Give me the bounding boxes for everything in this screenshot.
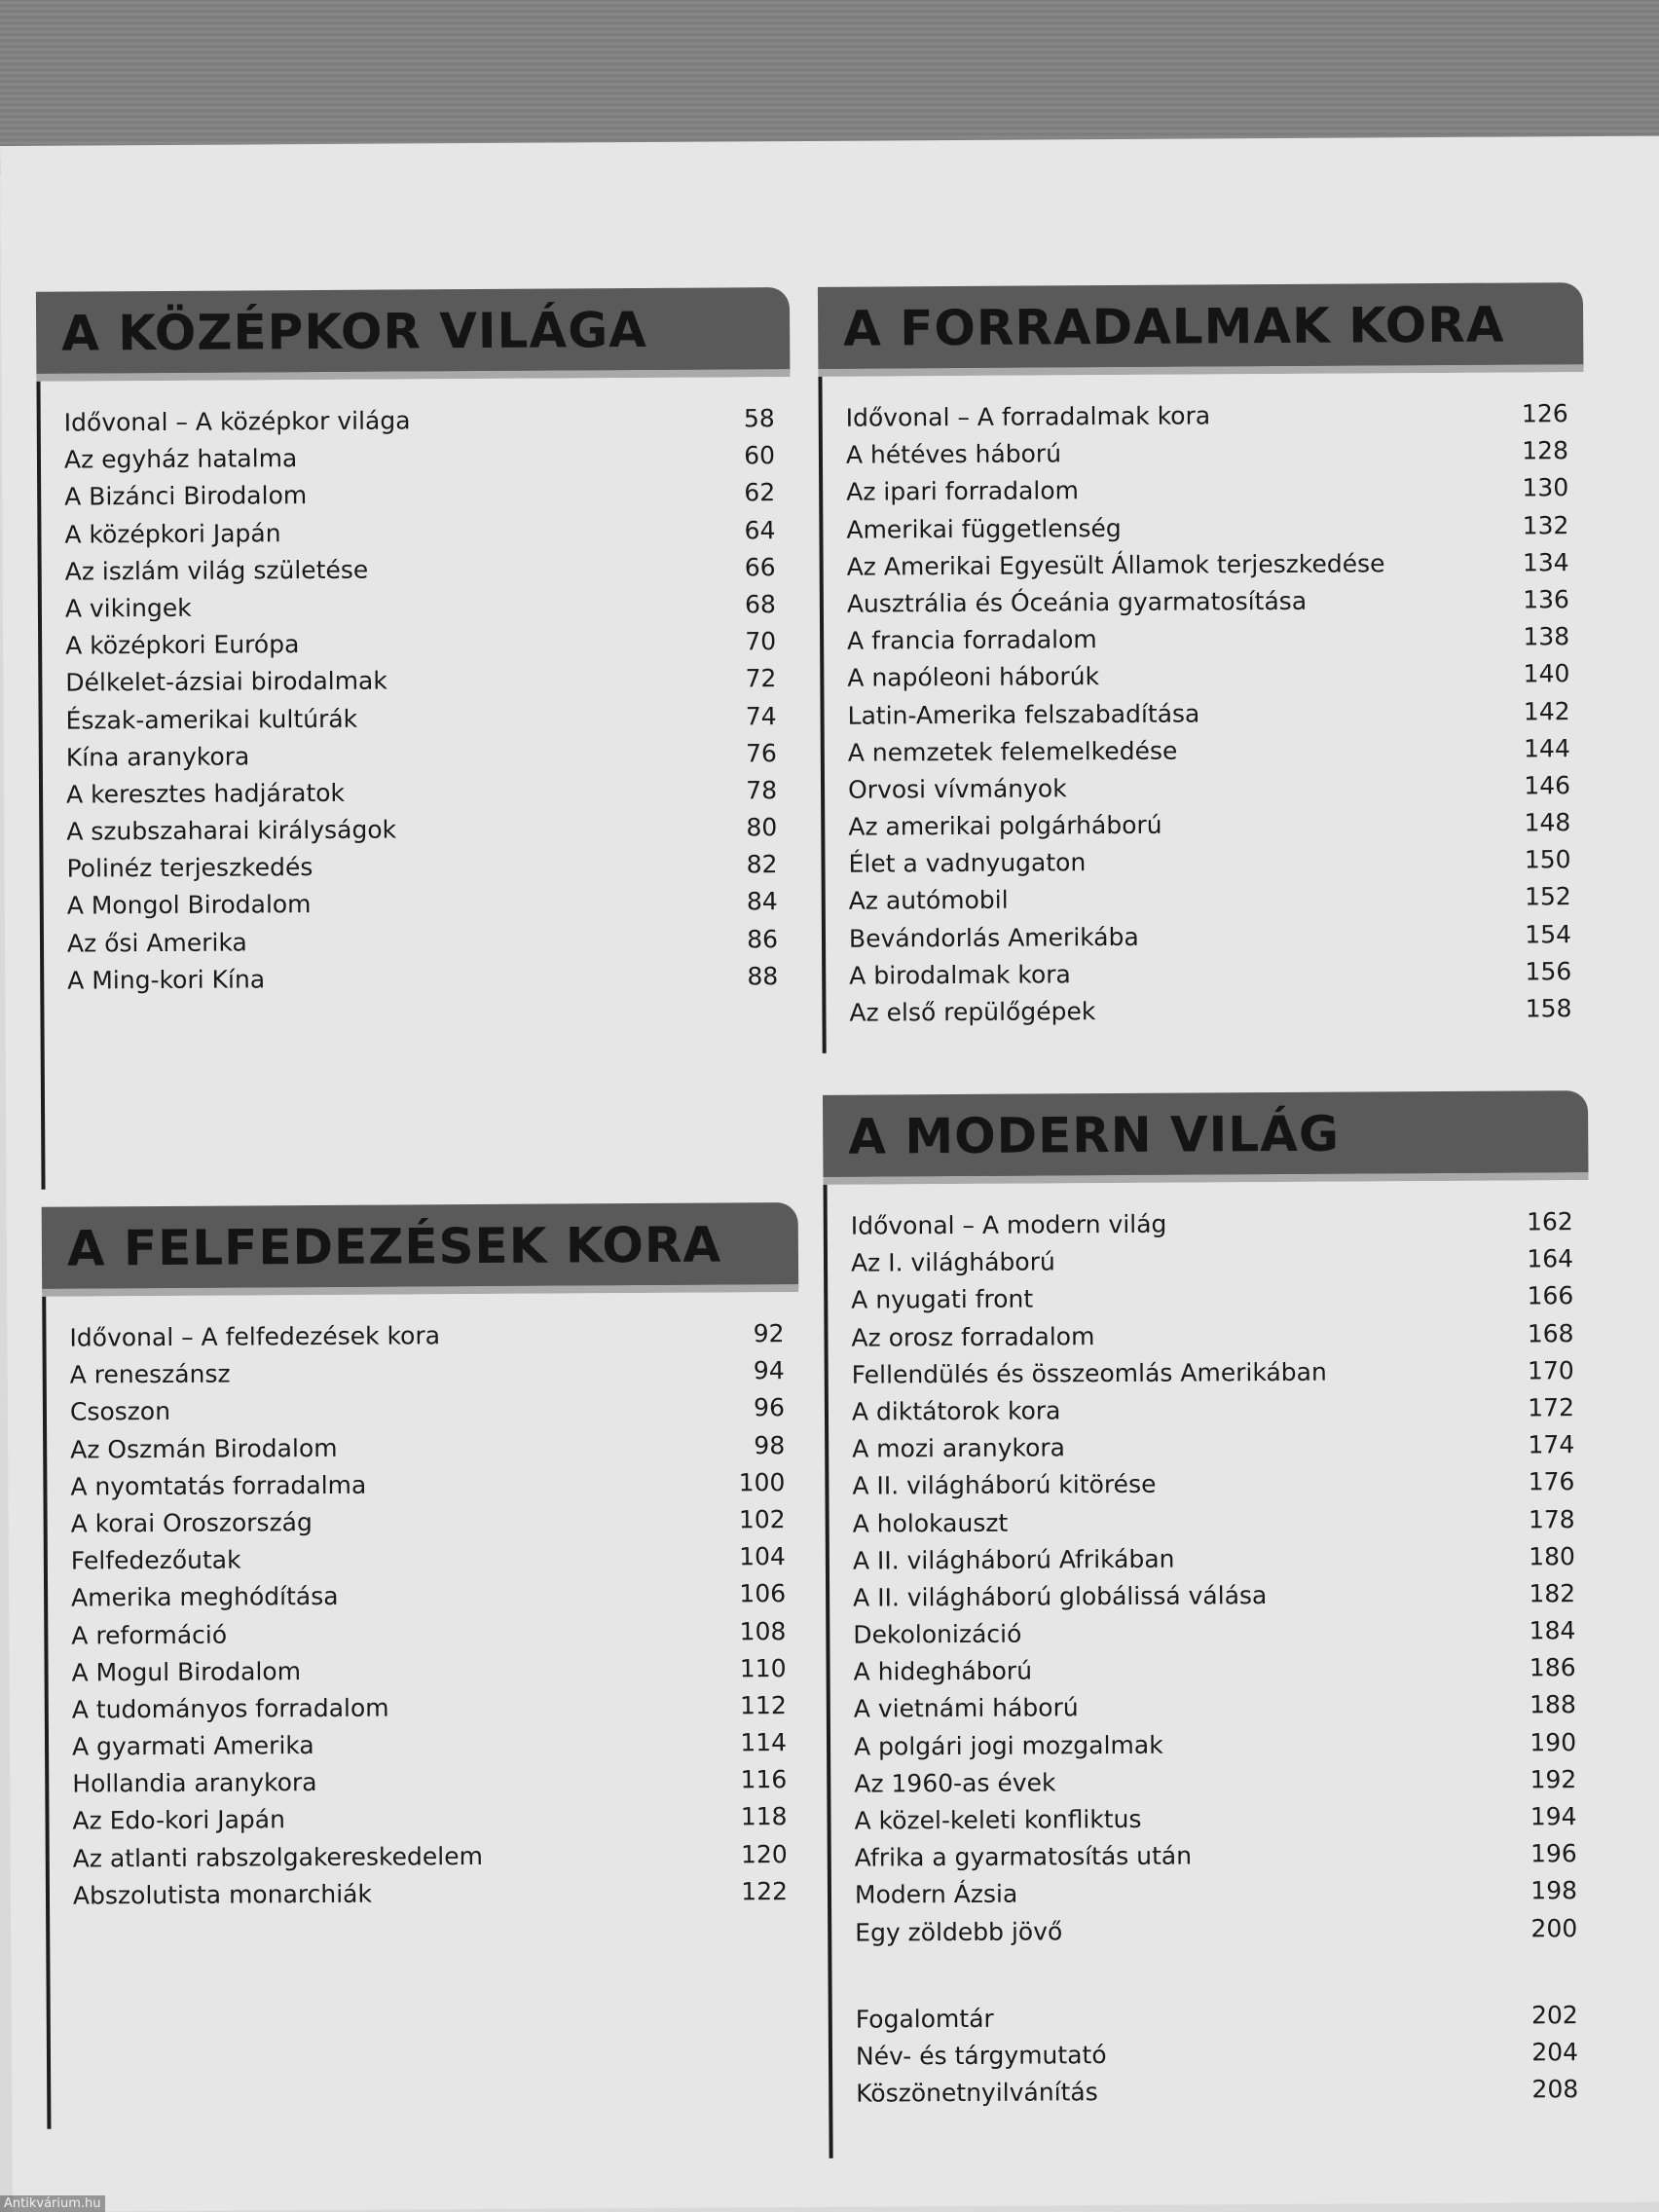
toc-entry bbox=[67, 925, 778, 967]
toc-entry bbox=[65, 590, 776, 632]
section-modern bbox=[823, 1090, 1588, 2109]
toc-entry bbox=[67, 962, 778, 1004]
toc-entry-title: Afrika a gyarmatosítás után bbox=[854, 1841, 1193, 1872]
toc-entry bbox=[852, 1356, 1574, 1398]
toc-entry-page: 92 bbox=[753, 1319, 785, 1348]
toc-entry bbox=[846, 399, 1568, 441]
toc-entry bbox=[849, 920, 1571, 962]
toc-entry bbox=[66, 739, 777, 781]
toc-entry-title: Az amerikai polgárháború bbox=[848, 810, 1162, 841]
toc-entry-page: 106 bbox=[739, 1579, 787, 1608]
toc-entry-title: Idővonal – A forradalmak kora bbox=[845, 401, 1211, 432]
toc-entry bbox=[67, 888, 778, 930]
toc-entry-page: 78 bbox=[746, 776, 778, 805]
toc-entry bbox=[70, 1431, 785, 1473]
toc-entry-title: A szubszaharai királyságok bbox=[66, 815, 397, 846]
toc-entry bbox=[66, 813, 777, 855]
toc-entry-title: Abszolutista monarchiák bbox=[72, 1879, 372, 1910]
toc-entry-title: Az ősi Amerika bbox=[66, 928, 247, 958]
toc-entry-page: 158 bbox=[1525, 994, 1572, 1023]
toc-entry bbox=[66, 850, 777, 892]
section-rule bbox=[42, 1297, 51, 2129]
toc-entry bbox=[65, 664, 776, 706]
toc-entry bbox=[854, 1765, 1576, 1807]
section-rule bbox=[36, 382, 45, 1190]
toc-entry-title: Idővonal – A középkor világa bbox=[63, 406, 411, 437]
toc-entry-title: Hollandia aranykora bbox=[72, 1768, 317, 1798]
section-title: A MODERN VILÁG bbox=[848, 1105, 1341, 1165]
toc-entry bbox=[855, 1839, 1577, 1881]
toc-entry-title: Idővonal – A modern világ bbox=[850, 1209, 1167, 1240]
toc-entry-page: 72 bbox=[745, 664, 777, 693]
section-title: A FELFEDEZÉSEK KORA bbox=[66, 1216, 722, 1277]
toc-entry-title: Az atlanti rabszolgakereskedelem bbox=[72, 1841, 483, 1873]
toc-entry bbox=[848, 845, 1570, 887]
toc-entry-title: Az orosz forradalom bbox=[851, 1321, 1095, 1352]
section-kozepkor bbox=[36, 287, 790, 995]
section-header bbox=[36, 287, 791, 382]
toc-entry-page: 86 bbox=[747, 924, 779, 953]
toc-entry bbox=[852, 1393, 1574, 1435]
toc-entry-page: 110 bbox=[739, 1653, 787, 1683]
toc-entry-page: 114 bbox=[740, 1728, 788, 1757]
toc-entry bbox=[72, 1691, 787, 1733]
toc-entry-page: 168 bbox=[1527, 1318, 1574, 1348]
toc-entry-title: Az 1960-as évek bbox=[854, 1768, 1056, 1798]
toc-entry-title: A II. világháború Afrikában bbox=[852, 1544, 1175, 1575]
section-title: A KÖZÉPKOR VILÁGA bbox=[61, 301, 648, 362]
toc-entry bbox=[856, 2038, 1578, 2080]
toc-entry-page: 204 bbox=[1531, 2038, 1579, 2067]
toc-entry-title: Ausztrália és Óceánia gyarmatosítása bbox=[846, 586, 1308, 618]
toc-entry bbox=[854, 1653, 1576, 1695]
toc-entry-page: 128 bbox=[1522, 436, 1569, 465]
toc-entry-page: 182 bbox=[1529, 1579, 1576, 1608]
toc-entry-title: A mozi aranykora bbox=[852, 1433, 1066, 1463]
toc-entry bbox=[853, 1542, 1575, 1584]
toc-entry-title: Az ipari forradalom bbox=[846, 476, 1080, 507]
toc-entry-page: 144 bbox=[1524, 733, 1570, 763]
toc-entry bbox=[66, 776, 777, 818]
toc-entry-title: A közel-keleti konfliktus bbox=[854, 1804, 1142, 1835]
toc-entry-title: Egy zöldebb jövő bbox=[855, 1916, 1063, 1947]
toc-entry-page: 126 bbox=[1521, 399, 1568, 428]
section-rule bbox=[824, 1185, 833, 2158]
toc-entry-page: 194 bbox=[1530, 1802, 1577, 1831]
toc-entry-page: 82 bbox=[746, 850, 778, 879]
toc-entry-page: 70 bbox=[745, 627, 777, 656]
toc-entry-page: 192 bbox=[1530, 1764, 1577, 1794]
toc-entry-title: Kína aranykora bbox=[65, 742, 250, 772]
toc-entry-title: A hétéves háború bbox=[845, 439, 1062, 469]
toc-entry bbox=[852, 1430, 1574, 1472]
toc-entry-title: A korai Oroszország bbox=[70, 1508, 313, 1538]
toc-entry-title: Dekolonizáció bbox=[853, 1619, 1022, 1649]
toc-entry-page: 84 bbox=[746, 887, 778, 916]
toc-entry-title: Az első repülőgépek bbox=[849, 997, 1096, 1027]
toc-entry bbox=[853, 1579, 1575, 1621]
toc-entry-page: 188 bbox=[1530, 1690, 1576, 1719]
toc-entry-page: 208 bbox=[1531, 2075, 1579, 2104]
section-rule bbox=[818, 377, 826, 1053]
toc-entry bbox=[847, 585, 1569, 627]
toc-entry-title: Élet a vadnyugaton bbox=[848, 848, 1087, 878]
toc-entry-title: A diktátorok kora bbox=[851, 1396, 1061, 1426]
toc-entry-title: A tudományos forradalom bbox=[71, 1693, 389, 1724]
toc-entry-title: Amerika meghódítása bbox=[71, 1582, 339, 1612]
toc-entry-title: A II. világháború globálissá válása bbox=[853, 1580, 1268, 1612]
toc-entry-page: 102 bbox=[738, 1505, 786, 1534]
toc-entry-page: 150 bbox=[1524, 845, 1571, 874]
toc-entry-page: 146 bbox=[1524, 771, 1571, 800]
toc-entry bbox=[848, 771, 1570, 813]
toc-entry-page: 136 bbox=[1523, 585, 1569, 614]
toc-entry-page: 96 bbox=[754, 1393, 786, 1422]
toc-entry-page: 176 bbox=[1528, 1467, 1575, 1496]
toc-entry-page: 134 bbox=[1522, 547, 1569, 577]
toc-entry-title: Az Amerikai Egyesült Államok terjeszkedése bbox=[846, 549, 1385, 581]
toc-entry bbox=[854, 1691, 1576, 1733]
toc-entry-title: A hidegháború bbox=[853, 1656, 1033, 1686]
section-forradalmak bbox=[818, 282, 1583, 1027]
toc-entry-page: 94 bbox=[753, 1356, 785, 1385]
toc-entry-title: A középkori Japán bbox=[64, 518, 281, 549]
toc-entry-title: Orvosi vívmányok bbox=[847, 774, 1067, 804]
toc-entry-page: 132 bbox=[1522, 510, 1569, 540]
toc-entry-page: 118 bbox=[740, 1802, 788, 1831]
toc-entry bbox=[851, 1244, 1573, 1286]
toc-entry bbox=[71, 1654, 786, 1696]
toc-entry bbox=[70, 1393, 785, 1435]
toc-entry bbox=[72, 1765, 787, 1807]
toc-entry bbox=[64, 404, 775, 446]
toc-entry bbox=[71, 1579, 786, 1621]
toc-entry-title: A Mogul Birodalom bbox=[71, 1656, 302, 1687]
toc-entry-page: 174 bbox=[1528, 1430, 1575, 1459]
toc-entry-title: A Bizánci Birodalom bbox=[64, 481, 308, 511]
toc-entry bbox=[852, 1467, 1574, 1509]
toc-entry bbox=[846, 474, 1568, 516]
toc-entry-title: A polgári jogi mozgalmak bbox=[853, 1730, 1163, 1761]
toc-entry bbox=[849, 883, 1571, 925]
toc-entry-page: 80 bbox=[746, 813, 778, 842]
toc-list bbox=[69, 1319, 788, 1918]
toc-entry-title: A keresztes hadjáratok bbox=[65, 778, 346, 809]
toc-entry bbox=[847, 697, 1569, 739]
toc-entry bbox=[64, 441, 775, 483]
toc-entry bbox=[65, 553, 776, 595]
toc-entry bbox=[70, 1468, 785, 1510]
toc-entry-title: Bevándorlás Amerikába bbox=[848, 922, 1139, 953]
toc-entry-page: 62 bbox=[744, 478, 776, 507]
toc-entry-page: 200 bbox=[1530, 1913, 1578, 1942]
toc-entry-page: 178 bbox=[1528, 1504, 1575, 1533]
toc-entry-title: Latin-Amerika felszabadítása bbox=[847, 698, 1200, 730]
toc-entry-title: A II. világháború kitörése bbox=[852, 1470, 1157, 1500]
toc-entry-title: Amerikai függetlenség bbox=[846, 513, 1122, 544]
toc-entry bbox=[856, 2001, 1578, 2043]
toc-entry bbox=[856, 2076, 1578, 2118]
toc-entry-page: 172 bbox=[1528, 1393, 1575, 1422]
toc-entry bbox=[849, 994, 1571, 1036]
toc-entry bbox=[853, 1505, 1575, 1547]
toc-entry-page: 120 bbox=[740, 1839, 788, 1869]
section-header bbox=[818, 282, 1584, 377]
toc-entry-page: 186 bbox=[1529, 1653, 1576, 1682]
toc-entry-page: 138 bbox=[1523, 622, 1570, 651]
toc-entry bbox=[849, 957, 1571, 999]
toc-entry-page: 202 bbox=[1530, 2001, 1578, 2030]
toc-entry-page: 112 bbox=[739, 1690, 787, 1720]
toc-entry bbox=[853, 1616, 1575, 1658]
toc-entry-title: Fogalomtár bbox=[855, 2004, 994, 2034]
toc-entry-title: A Ming-kori Kína bbox=[67, 965, 266, 995]
section-title: A FORRADALMAK KORA bbox=[842, 296, 1505, 357]
toc-entry-page: 184 bbox=[1529, 1616, 1576, 1645]
toc-entry bbox=[846, 511, 1568, 553]
toc-list bbox=[851, 1207, 1578, 1955]
toc-entry-title: Név- és tárgymutató bbox=[855, 2041, 1107, 2071]
toc-entry bbox=[71, 1542, 786, 1584]
back-matter-list bbox=[856, 2001, 1579, 2117]
toc-entry-page: 58 bbox=[743, 404, 775, 433]
toc-entry bbox=[64, 516, 775, 558]
toc-entry-page: 66 bbox=[744, 552, 776, 582]
toc-entry-page: 116 bbox=[740, 1765, 788, 1794]
toc-entry bbox=[70, 1356, 785, 1398]
toc-entry-title: A holokauszt bbox=[852, 1508, 1009, 1538]
toc-entry bbox=[846, 436, 1568, 478]
toc-entry-title: Az Oszmán Birodalom bbox=[70, 1433, 338, 1464]
toc-entry bbox=[71, 1505, 786, 1547]
toc-entry bbox=[847, 659, 1569, 701]
toc-entry-title: A reformáció bbox=[71, 1620, 228, 1650]
toc-entry-title: A nemzetek felemelkedése bbox=[847, 736, 1178, 767]
toc-entry-title: Polinéz terjeszkedés bbox=[66, 853, 313, 883]
toc-entry-page: 60 bbox=[744, 441, 776, 470]
toc-entry-title: Az iszlám világ születése bbox=[64, 555, 369, 586]
toc-entry bbox=[71, 1617, 786, 1659]
toc-entry-title: Köszönetnyilvánítás bbox=[856, 2078, 1098, 2109]
toc-entry-title: A vikingek bbox=[64, 593, 192, 623]
toc-list bbox=[846, 399, 1572, 1036]
toc-entry bbox=[73, 1840, 788, 1882]
toc-entry-page: 164 bbox=[1527, 1244, 1574, 1273]
toc-entry-page: 76 bbox=[745, 738, 777, 768]
toc-entry bbox=[69, 1319, 784, 1361]
toc-entry-page: 196 bbox=[1530, 1839, 1577, 1868]
toc-entry-page: 74 bbox=[745, 701, 777, 730]
toc-entry-title: Az I. világháború bbox=[850, 1247, 1055, 1277]
toc-entry bbox=[66, 702, 777, 744]
toc-entry-title: Csoszon bbox=[69, 1397, 171, 1426]
toc-entry-page: 198 bbox=[1530, 1876, 1578, 1905]
toc-entry-title: A vietnámi háború bbox=[853, 1693, 1079, 1724]
toc-entry bbox=[64, 479, 775, 521]
toc-entry-page: 142 bbox=[1523, 696, 1570, 725]
toc-entry-title: Fellendülés és összeomlás Amerikában bbox=[851, 1357, 1327, 1389]
toc-entry-page: 162 bbox=[1526, 1207, 1573, 1236]
toc-entry bbox=[72, 1728, 787, 1770]
toc-entry-page: 190 bbox=[1530, 1727, 1577, 1757]
toc-entry-title: Idővonal – A felfedezések kora bbox=[69, 1321, 441, 1352]
toc-entry-title: Az autómobil bbox=[848, 886, 1009, 916]
toc-entry-page: 140 bbox=[1523, 659, 1570, 688]
toc-entry bbox=[851, 1207, 1573, 1249]
toc-entry-title: A reneszánsz bbox=[69, 1359, 231, 1389]
toc-entry bbox=[847, 622, 1569, 664]
toc-entry-title: A napóleoni háborúk bbox=[847, 662, 1100, 693]
watermark-label: Antikvárium.hu bbox=[0, 2195, 105, 2212]
toc-entry bbox=[855, 1914, 1577, 1956]
toc-entry-title: A birodalmak kora bbox=[849, 960, 1071, 990]
toc-entry bbox=[848, 808, 1570, 850]
toc-entry-page: 148 bbox=[1524, 808, 1571, 837]
section-felfedezesek bbox=[42, 1202, 798, 1910]
toc-entry-page: 64 bbox=[744, 515, 776, 544]
toc-entry-page: 104 bbox=[739, 1542, 786, 1571]
section-header bbox=[823, 1090, 1589, 1185]
toc-entry-page: 108 bbox=[739, 1616, 787, 1645]
toc-entry-title: Az Edo-kori Japán bbox=[72, 1805, 286, 1836]
toc-entry-page: 170 bbox=[1527, 1355, 1574, 1385]
toc-entry-page: 100 bbox=[738, 1467, 786, 1497]
toc-entry bbox=[73, 1877, 788, 1919]
toc-entry bbox=[851, 1319, 1573, 1361]
toc-entry-title: A Mongol Birodalom bbox=[66, 890, 312, 921]
section-header bbox=[42, 1202, 799, 1297]
toc-entry bbox=[65, 627, 776, 669]
toc-entry-title: Felfedezőutak bbox=[70, 1545, 241, 1575]
toc-entry bbox=[855, 1877, 1577, 1919]
toc-entry-page: 88 bbox=[747, 961, 779, 991]
toc-entry bbox=[851, 1282, 1573, 1324]
toc-entry bbox=[854, 1728, 1576, 1770]
toc-list bbox=[64, 404, 779, 1003]
toc-entry-page: 130 bbox=[1522, 473, 1569, 502]
toc-entry-page: 180 bbox=[1529, 1541, 1575, 1571]
toc-entry-title: Az egyház hatalma bbox=[63, 444, 298, 474]
toc-entry-title: Modern Ázsia bbox=[854, 1880, 1018, 1910]
toc-entry bbox=[848, 734, 1570, 776]
toc-entry-page: 154 bbox=[1525, 919, 1572, 949]
toc-entry-title: A francia forradalom bbox=[847, 625, 1097, 655]
toc-entry-title: A nyugati front bbox=[851, 1284, 1034, 1315]
toc-entry bbox=[847, 548, 1569, 590]
toc-entry-title: Délkelet-ázsiai birodalmak bbox=[65, 666, 387, 697]
toc-entry-page: 152 bbox=[1524, 882, 1571, 911]
toc-entry-title: A középkori Európa bbox=[65, 630, 300, 660]
contents-page bbox=[0, 136, 1659, 2212]
toc-entry-page: 98 bbox=[754, 1430, 786, 1459]
toc-entry-page: 156 bbox=[1525, 956, 1572, 986]
toc-entry-page: 68 bbox=[744, 590, 776, 619]
toc-entry-page: 122 bbox=[741, 1876, 789, 1906]
toc-entry-title: Észak-amerikai kultúrák bbox=[65, 704, 358, 735]
toc-entry bbox=[72, 1803, 787, 1845]
toc-entry-title: A gyarmati Amerika bbox=[71, 1731, 314, 1761]
toc-entry-title: A nyomtatás forradalma bbox=[70, 1470, 367, 1501]
toc-entry-page: 166 bbox=[1527, 1281, 1574, 1310]
toc-entry bbox=[854, 1802, 1576, 1844]
